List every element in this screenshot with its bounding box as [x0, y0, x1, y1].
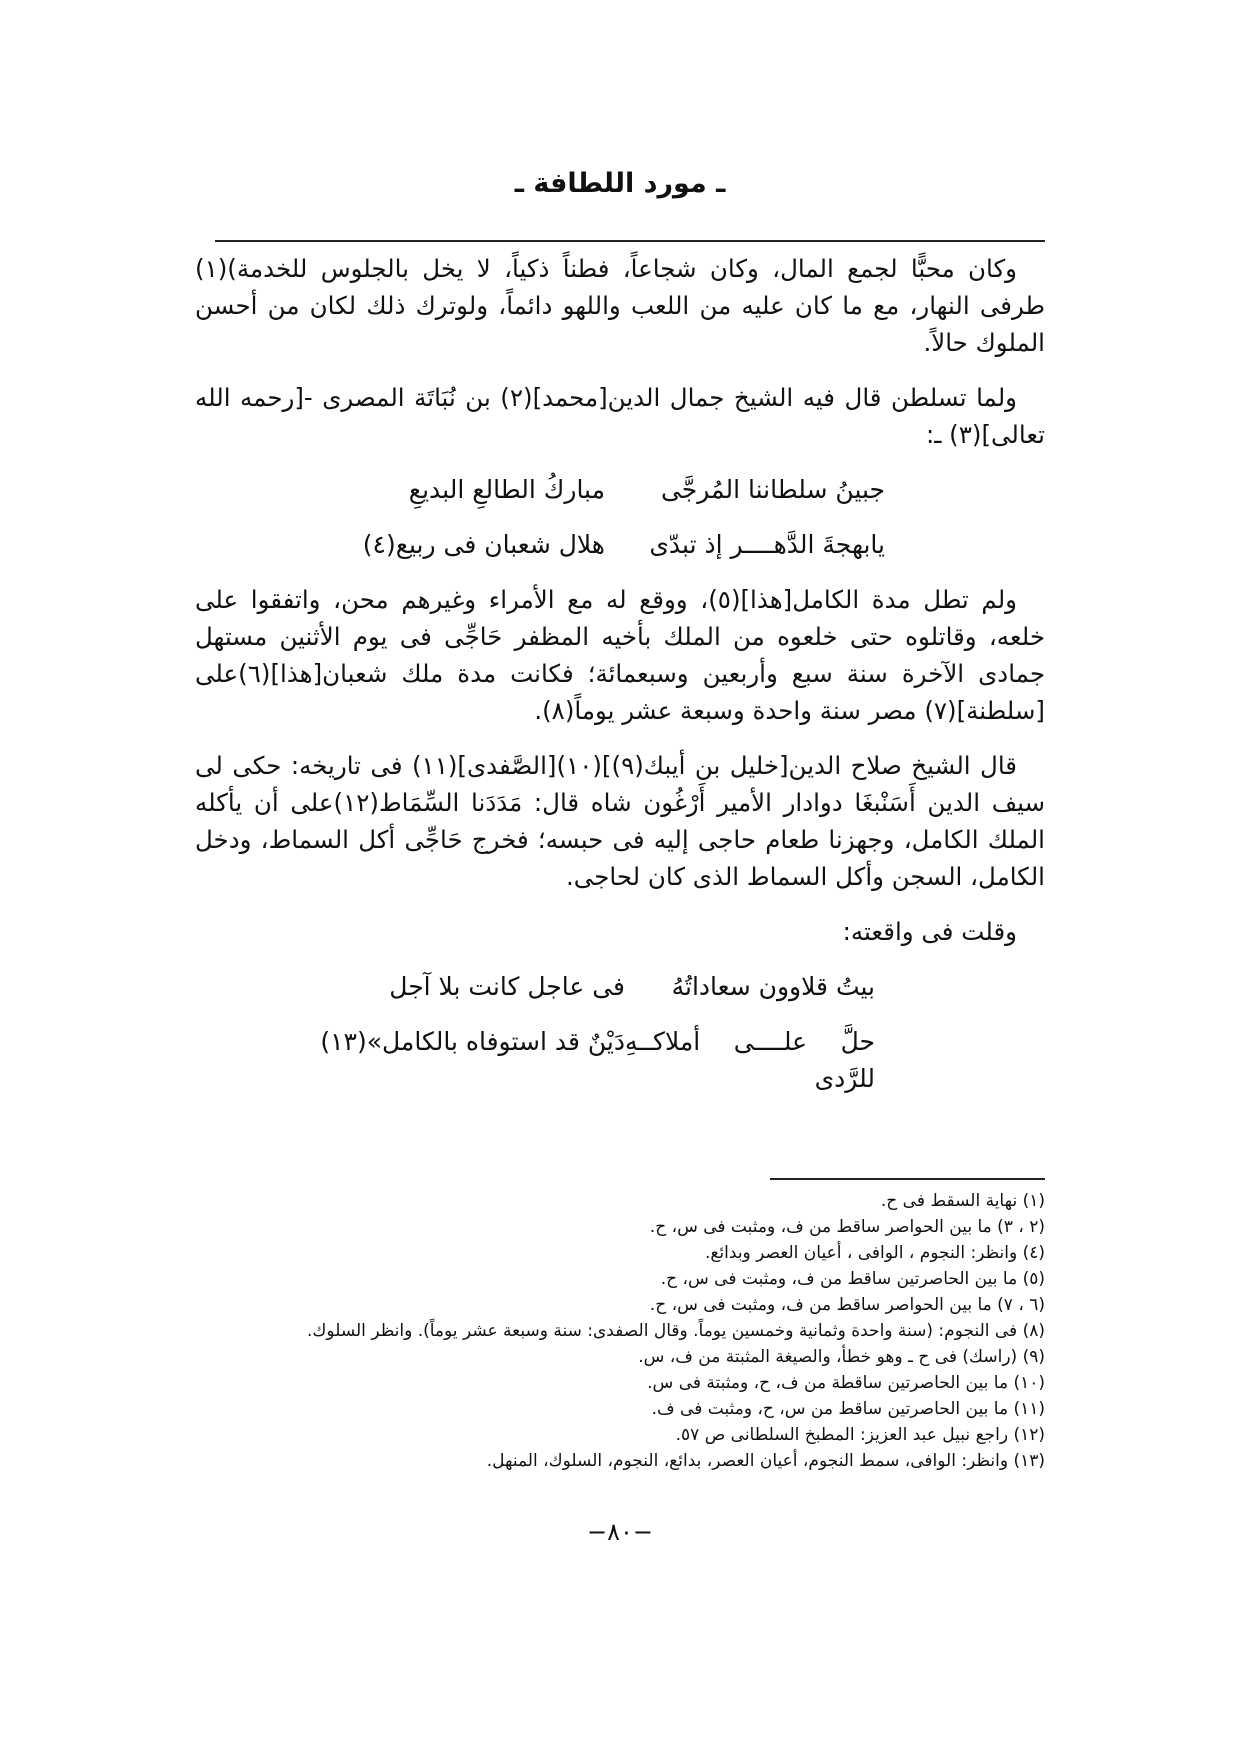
footnote: (٦ ، ٧) ما بين الحواصر ساقط من ف، ومثبت فى س، ح. [649, 1295, 1045, 1315]
verse-hemistich: بيتُ قلاوون سعاداتُهُ [671, 972, 875, 1001]
footnote: (١٣) وانظر: الوافى، سمط النجوم، أعيان العصر، بدائع، النجوم، السلوك، المنهل. [486, 1451, 1045, 1471]
verse-hemistich: حلَّ علــــى أملاكــهِ للرَّدى [625, 1027, 875, 1093]
footnote: (٥) ما بين الحاصرتين ساقط من ف، ومثبت فى س، ح. [660, 1269, 1045, 1289]
main-text [195, 250, 1045, 1115]
verse-line-4 [195, 1023, 1045, 1097]
verse-line-2 [195, 526, 1045, 563]
verse-hemistich: جبينُ سلطاننا المُرجَّى [660, 475, 885, 504]
footnotes [190, 1188, 1045, 1474]
verse-hemistich: فى عاجل كانت بلا آجل [389, 972, 625, 1001]
footnote: (١١) ما بين الحاصرتين ساقط من س، ح، ومثبت فى ف. [651, 1399, 1045, 1419]
footnote: (٢ ، ٣) ما بين الحواصر ساقط من ف، ومثبت فى س، ح. [649, 1217, 1045, 1237]
paragraph-2: ولما تسلطن قال فيه الشيخ جمال الدين[محمد](٢) بن نُبَاتَة المصرى -[رحمه الله تعالى](٣) ـ: [195, 383, 1045, 449]
page-number: −٨٠− [587, 1518, 653, 1546]
page-header-title: ـ مورد اللطافة ـ [514, 168, 726, 199]
verse-hemistich: يابهجةَ الدَّهــــر إذ تبدّى [649, 530, 885, 559]
footnote: (١٠) ما بين الحاصرتين ساقطة من ف، ح، ومثبتة فى س. [647, 1373, 1045, 1393]
paragraph-1: وكان محبًّا لجمع المال، وكان شجاعاً، فطناً ذكياً، لا يخل بالجلوس للخدمة)(١) طرفى النهار، مع ما كان عليه من اللعب واللهو دائماً، ولوترك ذلك لكان من أحسن الملوك حالاً. [195, 254, 1045, 357]
verse-hemistich: مباركُ الطالعِ البديعِ [408, 475, 605, 504]
footnote-divider [770, 1178, 1045, 1180]
footnote: (٩) (راسك) فى ح ـ وهو خطأ، والصيغة المثبتة من ف، س. [638, 1347, 1045, 1367]
paragraph-4: قال الشيخ صلاح الدين[خليل بن أيبك(٩)](١٠)[الصَّفدى](١١) فى تاريخه: حكى لى سيف الدين أَسَنْبغَا دوادار الأمير أَرْغُون شاه قال: مَدَدَنا السِّمَاط(١٢)على أن يأكله الملك الكامل، وجهزنا طعام حاجى إليه فى حبسه؛ فخرج حَاجِّى أكل السماط، ودخل الكامل، السجن وأكل السماط الذى كان لحاجى. [195, 751, 1045, 891]
footnote: (١) نهاية السقط فى ح. [880, 1191, 1045, 1211]
verse-hemistich: دَيْنٌ قد استوفاه بالكامل»(١٣) [320, 1027, 625, 1056]
footnote: (١٢) راجع نبيل عبد العزيز: المطبخ السلطانى ص ٥٧. [675, 1425, 1045, 1445]
verse-hemistich: هلال شعبان فى ربيع(٤) [362, 530, 605, 559]
verse-line-1 [195, 471, 1045, 508]
verse-line-3 [195, 968, 1045, 1005]
paragraph-5: وقلت فى واقعته: [842, 917, 1017, 946]
footnote: (٨) فى النجوم: (سنة واحدة وثمانية وخمسين يوماً. وقال الصفدى: سنة وسبعة عشر يوماً). وانظر السلوك. [307, 1321, 1045, 1341]
header-divider [215, 240, 1045, 242]
footnote: (٤) وانظر: النجوم ، الوافى ، أعيان العصر وبدائع. [704, 1243, 1045, 1263]
paragraph-3: ولم تطل مدة الكامل[هذا](٥)، ووقع له مع الأمراء وغيرهم محن، واتفقوا على خلعه، وقاتلوه حتى خلعوه من الملك بأخيه المظفر حَاجِّى فى يوم الأثنين مستهل جمادى الآخرة سنة سبع وأربعين وسبعمائة؛ فكانت مدة ملك شعبان[هذا](٦)على [سلطنة](٧) مصر سنة واحدة وسبعة عشر يوماً(٨). [195, 585, 1045, 725]
